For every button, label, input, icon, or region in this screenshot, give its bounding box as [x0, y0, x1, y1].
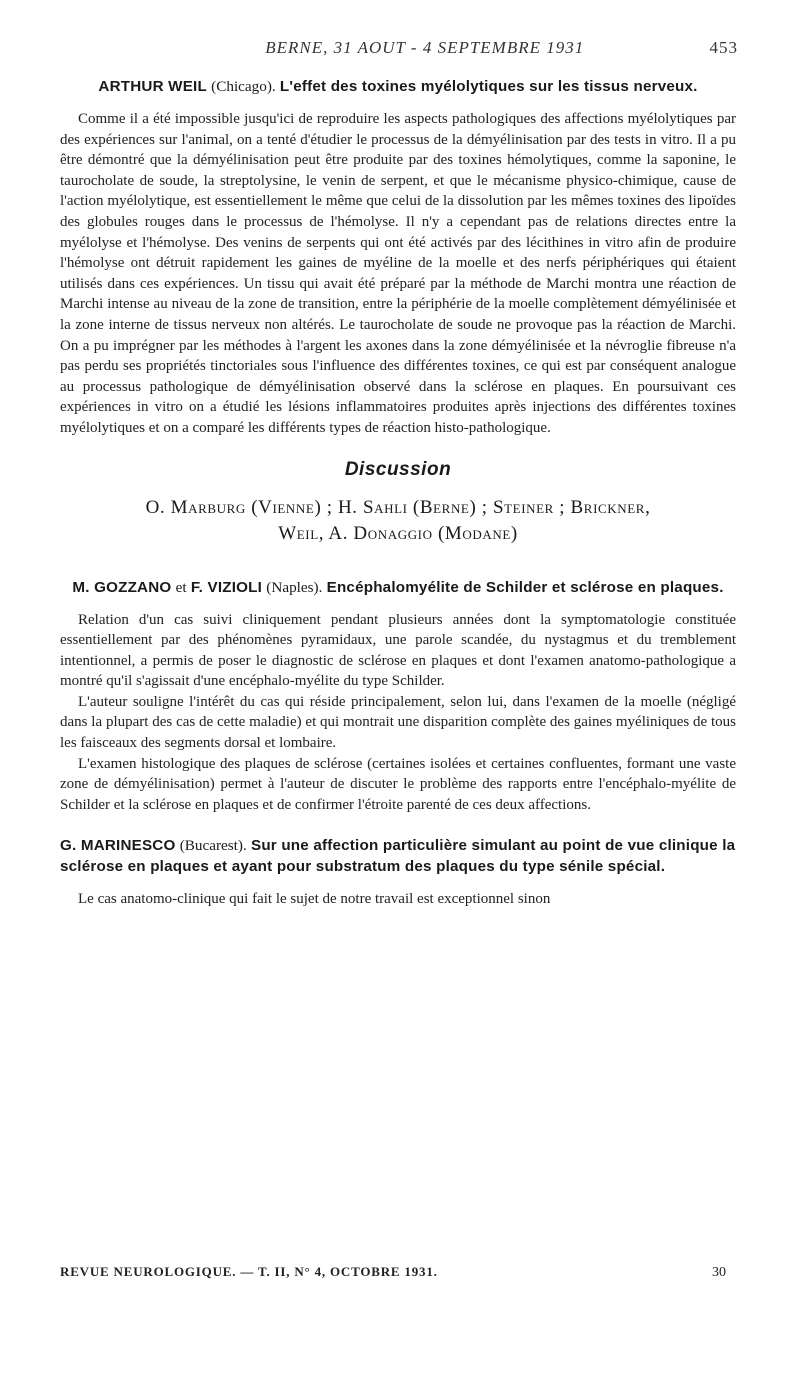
page	[60, 38, 736, 910]
entry-2-affiliation: (Naples).	[266, 578, 323, 596]
section-spacer	[60, 815, 736, 835]
running-head-title: BERNE, 31 AOUT - 4 SEPTEMBRE 1931	[265, 38, 585, 57]
entry-1-title: L'effet des toxines myélolytiques sur les tissus nerveux.	[279, 78, 698, 95]
entry-3-affiliation: (Bucarest).	[179, 837, 247, 855]
page-number: 453	[709, 38, 738, 57]
entry-1-author: ARTHUR WEIL	[98, 78, 207, 95]
entry-3-heading	[60, 835, 736, 877]
page-footer	[60, 1264, 736, 1281]
entry-2-paragraph-3: L'examen histologique des plaques de sclérose (certaines isolées et certaines confluentes, formant une vaste zone de démyélinisation) permet à l'auteur de discuter le problème des rapports entre l'encéphalo-myélite de Schilder et la sclérose en plaques et de confirmer l'étroite parenté de ces deux affections.	[60, 755, 736, 813]
entry-3-body: Le cas anatomo-clinique qui fait le sujet de notre travail est exceptionnel sinon	[78, 891, 551, 908]
discussion-line-1: O. Marburg (Vienne) ; H. Sahli (Berne) ; Steiner ; Brickner,	[145, 496, 651, 518]
entry-2-paragraph-2: L'auteur souligne l'intérêt du cas qui réside principalement, selon lui, dans l'examen de la moelle (négligé dans la plupart des cas de cette maladie) et qui montrait une disparition complète des gaines myéliniques de tous les faisceaux des segments dorsal et lombaire.	[60, 693, 736, 752]
sheet-number: 30	[712, 1265, 726, 1280]
entry-1-affiliation: (Chicago).	[211, 78, 276, 95]
entry-2-title: Encéphalomyélite de Schilder et sclérose en plaques.	[326, 578, 724, 596]
entry-2-heading	[60, 577, 736, 598]
entry-1-heading	[60, 76, 736, 97]
entry-2-conjunction: et	[175, 578, 187, 596]
journal-citation: REVUE NEUROLOGIQUE. — T. II, N° 4, OCTOBRE 1931.	[60, 1264, 438, 1279]
entry-2-author-2: F. VIZIOLI	[190, 578, 263, 596]
entry-1-body: Comme il a été impossible jusqu'ici de reproduire les aspects pathologiques des affections myélolytiques par des expériences sur l'animal, on a tenté d'étudier le processus de la démyélinisation par des tests in vitro. Il a pu être démontré que la démyélinisation peut être produite par des toxines hémolytiques, comme la saponine, le taurocholate de soude, la streptolysine, le venin de serpent, et que le mécanisme physico-chimique, cause de l'action myélolytique, est essentiellement le même que celui de la dissolution par les mêmes toxines des lipoïdes des globules rouges dans le processus de l'hémolyse. Il n'y a cependant pas de relations directes entre la myélolyse et l'hémolyse. Des venins de serpents qui ont été activés par des lécithines in vitro afin de produire l'hémolyse ont détruit rapidement les gaines de myéline de la moelle et des nerfs périphériques qui étaient utilisés dans ces expériences. Un tissu qui avait été préparé par la méthode de Marchi montra une réaction de Marchi intense au niveau de la zone de transition, entre la périphérie de la moelle complètement démyélinisée et la zone interne de tissus nerveux non altérés. Le taurocholate de soude ne provoque pas la réaction de Marchi. On a pu imprégner par les méthodes à l'argent les axones dans la zone démyélinisée et la névroglie fibreuse n'a pas perdu ses propriétés tinctoriales sous l'influence des différentes toxines, ce qui est par conséquent analogue au processus pathologique de démyélinisation observé dans la sclérose en plaques. En poursuivant ces expériences in vitro on a étudié les lésions inflammatoires produites après injections des différentes toxines myélolytiques et on a comparé les différents types de réaction histo-pathologique.	[60, 111, 736, 436]
discussion-heading: Discussion	[344, 458, 452, 480]
discussion-line-2: Weil, A. Donaggio (Modane)	[278, 522, 518, 544]
entry-3-author: G. MARINESCO	[60, 837, 176, 855]
running-head	[60, 38, 736, 58]
entry-2-paragraph-1: Relation d'un cas suivi cliniquement pendant plusieurs années dont la symptomatologie constituée essentiellement par des phénomènes pyramidaux, une parole scandée, du nystagmus et du tremblement intentionnel, a permis de poser le diagnostic de sclérose en plaques et dont l'examen anatomo-pathologique a montré qu'il s'agissait d'une encéphalo-myélite du type Schilder.	[60, 611, 736, 690]
entry-2-author-1: M. GOZZANO	[72, 578, 172, 596]
discussion-participants	[60, 495, 736, 547]
entry-3-title: Sur une affection particulière simulant au point de vue clinique la sclérose en plaques et ayant pour substratum des plaques du type sénile spécial.	[60, 837, 736, 876]
